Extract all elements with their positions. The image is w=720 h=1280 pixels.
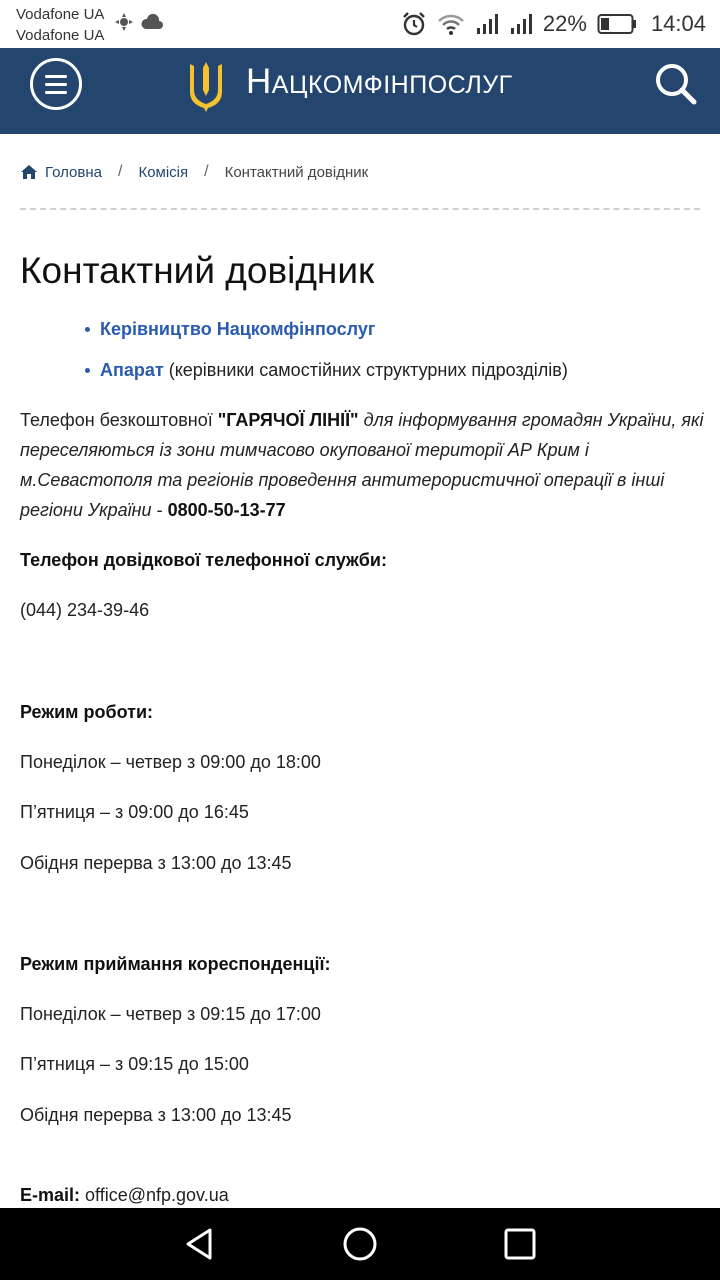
menu-button[interactable] — [30, 58, 82, 110]
status-system-icons — [401, 8, 706, 40]
list-item — [100, 357, 568, 398]
work-hours-lunch: Обідня перерва з 13:00 до 13:45 — [20, 853, 292, 873]
breadcrumb-home[interactable]: Головна — [45, 163, 102, 181]
battery-percentage: 22% — [542, 11, 587, 36]
work-hours-fri: П’ятниця – з 09:00 до 16:45 — [20, 802, 249, 822]
breadcrumb-separator: / — [204, 163, 209, 180]
correspondence-label: Режим приймання кореспонденції: — [20, 954, 331, 974]
correspondence-mon-thu: Понеділок – четвер з 09:15 до 17:00 — [20, 1004, 321, 1024]
home-nav-icon[interactable] — [340, 1224, 380, 1264]
list-item — [100, 316, 568, 357]
search-icon[interactable] — [652, 60, 698, 106]
info-phone-label: Телефон довідкової телефонної служби: — [20, 550, 387, 570]
carrier-1: Vodafone UA — [16, 6, 105, 23]
breadcrumb-current: Контактний довідник — [224, 163, 369, 181]
hotline-paragraph — [20, 405, 704, 525]
hotline-dash: - — [151, 500, 168, 520]
status-notification-icons — [114, 12, 164, 32]
home-icon[interactable] — [20, 164, 38, 180]
contact-links-list — [100, 316, 568, 398]
status-bar — [0, 0, 720, 48]
correspondence-lunch: Обідня перерва з 13:00 до 13:45 — [20, 1105, 292, 1125]
menu-icon-line — [45, 75, 67, 78]
email-label: E-mail: — [20, 1185, 81, 1205]
recents-icon[interactable] — [500, 1224, 540, 1264]
hotline-name: "ГАРЯЧОЇ ЛІНІЇ" — [217, 410, 359, 430]
site-title[interactable]: Нацкомфінпослуг — [246, 62, 513, 101]
wifi-icon — [437, 12, 465, 36]
breadcrumb — [20, 160, 368, 184]
hotline-phone[interactable]: 0800-50-13-77 — [167, 500, 286, 520]
clock: 14:04 — [650, 11, 706, 36]
work-hours-mon-thu: Понеділок – четвер з 09:00 до 18:00 — [20, 752, 321, 772]
menu-icon-line — [45, 83, 67, 86]
correspondence-fri: П’ятниця – з 09:15 до 15:00 — [20, 1054, 249, 1074]
link-apparatus-note: (керівники самостійних структурних підрозділів) — [168, 360, 568, 380]
carrier-2: Vodafone UA — [16, 27, 105, 44]
info-phone[interactable]: (044) 234-39-46 — [20, 600, 150, 620]
signal-icon-2 — [509, 12, 533, 36]
cloud-icon — [140, 13, 164, 31]
navigation-bar — [0, 1208, 720, 1280]
battery-icon — [597, 13, 637, 35]
work-hours-label: Режим роботи: — [20, 702, 154, 722]
carrier-names — [16, 4, 104, 46]
email-link[interactable]: office@nfp.gov.ua — [85, 1185, 229, 1205]
location-icon — [114, 12, 134, 32]
breadcrumb-divider — [20, 208, 700, 210]
alarm-icon — [401, 11, 427, 37]
breadcrumb-commission[interactable]: Комісія — [138, 163, 189, 181]
back-icon[interactable] — [180, 1224, 220, 1264]
hotline-prefix: Телефон безкоштовної — [20, 410, 218, 430]
link-leadership[interactable]: Керівництво Нацкомфінпослуг — [100, 319, 376, 339]
site-header — [0, 48, 720, 134]
page-title: Контактний довідник — [20, 250, 375, 291]
hotline-description: для інформування громадян України, які переселяються із зони тимчасово окупованої території АР Крим і м.Севастополя та регіонів проведення антитерористичної операції в інші регіони України — [20, 410, 704, 520]
trident-icon[interactable] — [186, 60, 226, 112]
link-apparatus[interactable]: Апарат — [100, 360, 164, 380]
email-line — [20, 1182, 229, 1208]
menu-icon-line — [45, 91, 67, 94]
signal-icon — [475, 12, 499, 36]
breadcrumb-separator: / — [118, 163, 123, 180]
